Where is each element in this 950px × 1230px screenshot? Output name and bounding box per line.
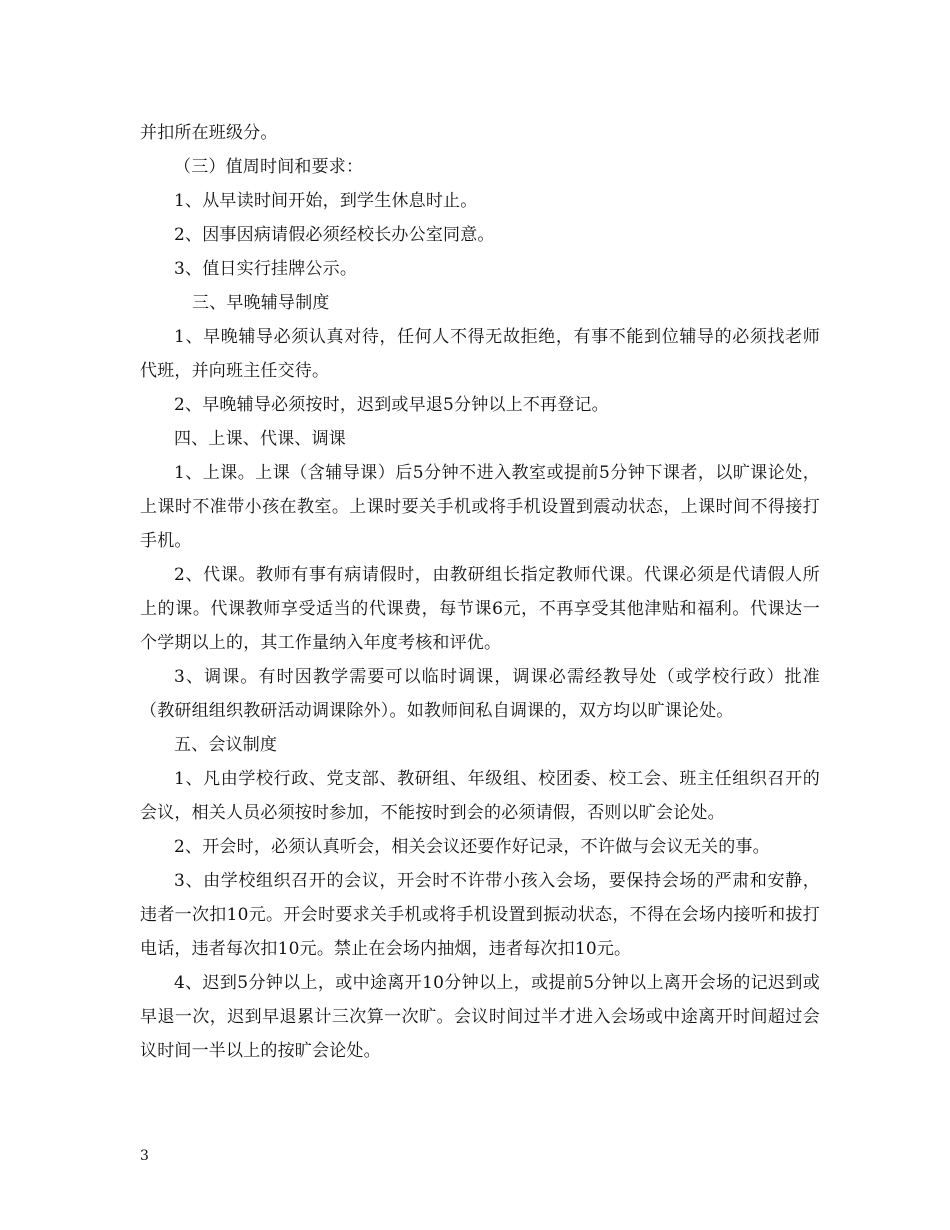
paragraph-item: 2、早晚辅导必须按时，迟到或早退5分钟以上不再登记。 xyxy=(174,395,609,415)
page-number: 3 xyxy=(140,1148,149,1164)
section-heading-classes: 四、上课、代课、调课 xyxy=(174,429,346,449)
paragraph-item: 3、由学校组织召开的会议，开会时不许带小孩入会场，要保持会场的严肃和安静，违者一次扣10元。开会时要求关手机或将手机设置到振动状态，不得在会场内接听和拔打电话，违者每次扣10元。禁止在会场内抽烟，违者每次扣10元。 xyxy=(140,871,820,959)
paragraph-item: 3、值日实行挂牌公示。 xyxy=(174,259,358,279)
paragraph-item: 1、上课。上课（含辅导课）后5分钟不进入教室或提前5分钟下课者，以旷课论处，上课时不准带小孩在教室。上课时要关手机或将手机设置到震动状态，上课时间不得接打手机。 xyxy=(140,463,820,551)
paragraph-item: 3、调课。有时因教学需要可以临时调课，调课必需经教导处（或学校行政）批准（教研组组织教研活动调课除外）。如教师间私自调课的，双方均以旷课论处。 xyxy=(140,667,820,721)
paragraph-item: 1、早晚辅导必须认真对待，任何人不得无故拒绝，有事不能到位辅导的必须找老师代班，并向班主任交待。 xyxy=(140,327,820,381)
section-heading-meetings: 五、会议制度 xyxy=(174,735,278,755)
paragraph-continuation: 并扣所在班级分。 xyxy=(140,123,278,143)
paragraph-item: 2、开会时，必须认真听会，相关会议还要作好记录，不许做与会议无关的事。 xyxy=(174,837,770,857)
paragraph-item: 2、因事因病请假必须经校长办公室同意。 xyxy=(174,225,495,245)
section-heading-tutoring: 三、早晚辅导制度 xyxy=(192,293,330,313)
document-body xyxy=(140,116,820,1068)
paragraph-item: 2、代课。教师有事有病请假时，由教研组长指定教师代课。代课必须是代请假人所上的课。代课教师享受适当的代课费，每节课6元，不再享受其他津贴和福利。代课达一个学期以上的，其工作量纳入年度考核和评优。 xyxy=(140,565,820,653)
subheading-duty-week: （三）值周时间和要求： xyxy=(174,157,364,177)
paragraph-item: 1、从早读时间开始，到学生休息时止。 xyxy=(174,191,478,211)
paragraph-item: 4、迟到5分钟以上，或中途离开10分钟以上，或提前5分钟以上离开会场的记迟到或早退一次，迟到早退累计三次算一次旷。会议时间过半才进入会场或中途离开时间超过会议时间一半以上的按旷会论处。 xyxy=(140,973,820,1061)
paragraph-item: 1、凡由学校行政、党支部、教研组、年级组、校团委、校工会、班主任组织召开的会议，相关人员必须按时参加，不能按时到会的必须请假，否则以旷会论处。 xyxy=(140,769,820,823)
